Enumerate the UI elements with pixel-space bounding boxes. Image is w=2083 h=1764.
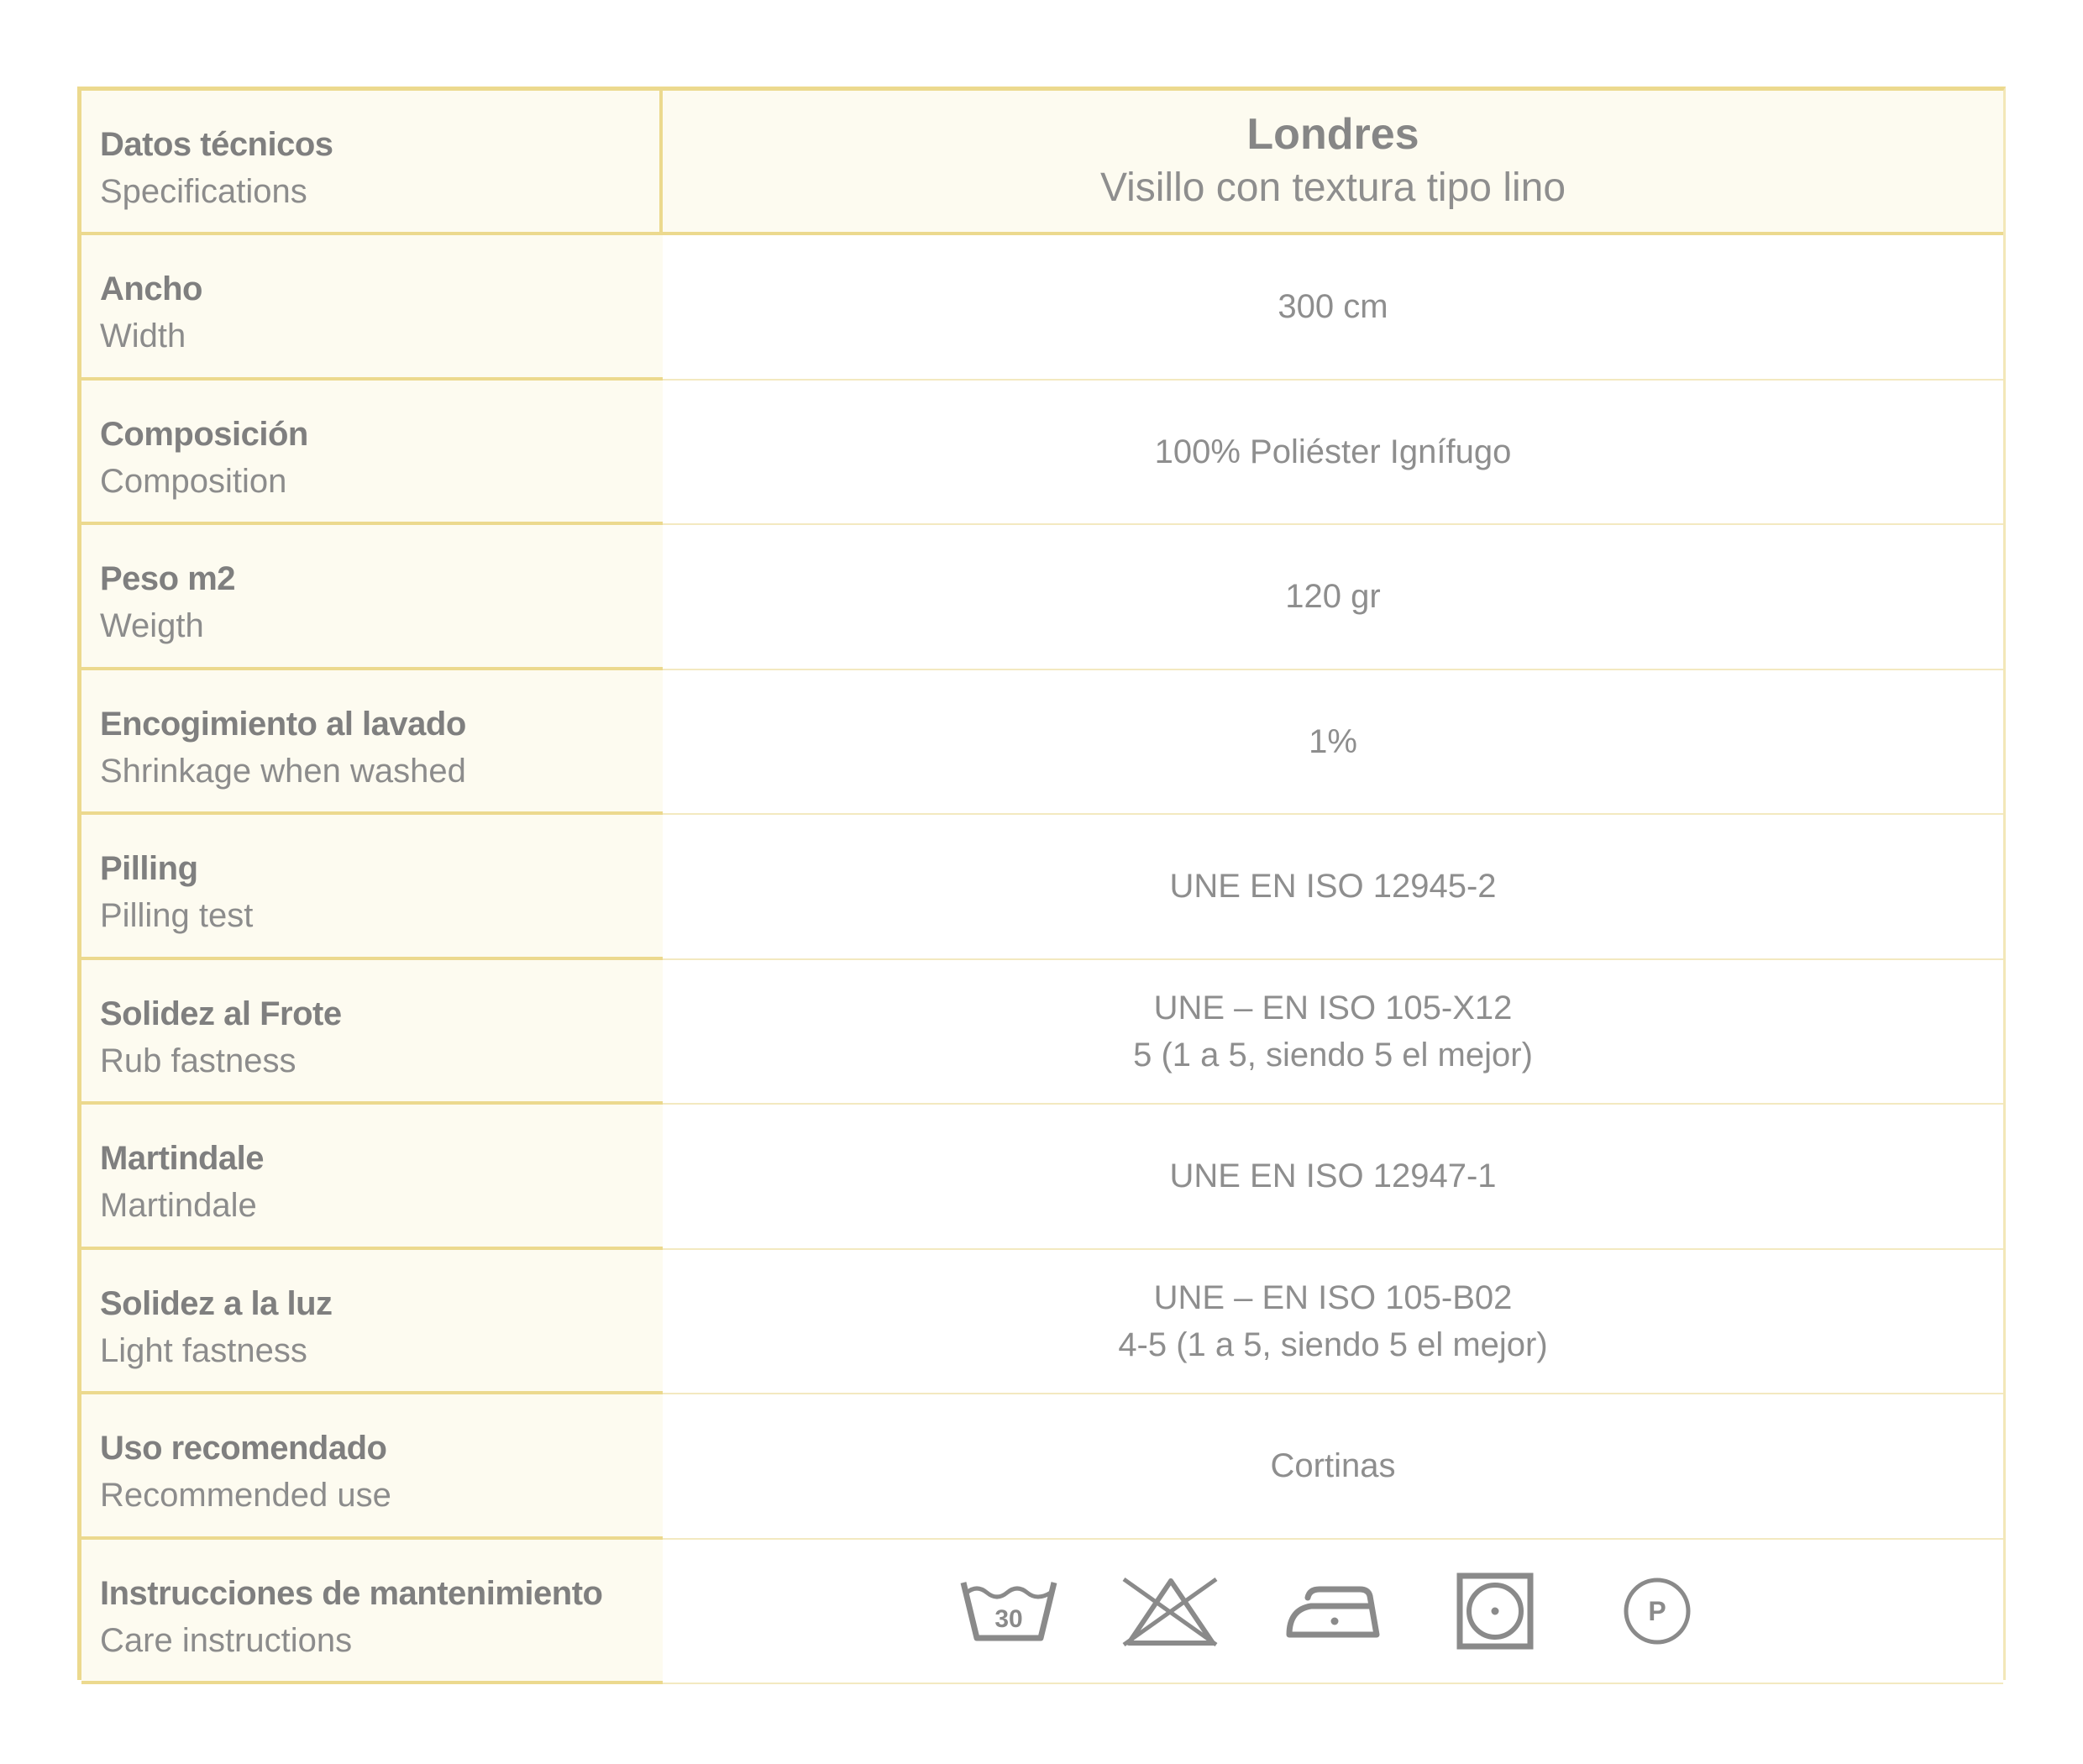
header-label-en: Specifications [100, 173, 307, 210]
row-value-cell [663, 525, 2003, 670]
row-value-line: UNE – EN ISO 105-X12 [1153, 989, 1513, 1026]
row-label-en: Weigth [100, 607, 204, 644]
row-label-en: Martindale [100, 1187, 257, 1224]
care-label-es: Instrucciones de mantenimiento [100, 1574, 603, 1612]
table-row [81, 960, 2003, 1105]
table-row [81, 670, 2003, 816]
row-label-en: Light fastness [100, 1331, 307, 1369]
row-value-line: 1% [1309, 722, 1357, 760]
row-value-cell [663, 1250, 2003, 1395]
row-label-cell [81, 525, 663, 670]
row-label-es: Martindale [100, 1140, 265, 1177]
table-row [81, 815, 2003, 960]
row-label-es: Solidez a la luz [100, 1284, 333, 1322]
dry-clean-letter: P [1648, 1595, 1666, 1626]
row-label-cell [81, 670, 663, 816]
care-label-cell [81, 1540, 663, 1685]
wash-30-icon [928, 1552, 1090, 1670]
row-label-en: Width [100, 318, 186, 354]
care-instructions-row [81, 1540, 2003, 1685]
row-value-cell [663, 670, 2003, 816]
product-subtitle: Visillo con textura tipo lino [1099, 165, 1566, 210]
table-row [81, 1105, 2003, 1250]
row-label-en: Pilling test [100, 897, 254, 934]
spec-rows [81, 235, 2003, 1540]
table-row [81, 525, 2003, 670]
row-label-cell [81, 1105, 663, 1250]
row-label-es: Uso recomendado [100, 1430, 387, 1467]
row-label-es: Solidez al Frote [100, 995, 342, 1032]
tumble-dry-low-icon [1414, 1552, 1577, 1670]
wash-temperature: 30 [994, 1604, 1023, 1633]
row-label-es: Composición [100, 415, 308, 453]
care-label-en: Care instructions [100, 1621, 353, 1659]
row-label-es: Pilling [100, 850, 198, 887]
row-value-cell [663, 815, 2003, 960]
row-value-line: 100% Poliéster Ignífugo [1154, 433, 1512, 470]
row-value-cell [663, 960, 2003, 1105]
no-bleach-icon [1090, 1552, 1252, 1670]
row-label-en: Rub fastness [100, 1042, 296, 1079]
header-label-es: Datos técnicos [100, 126, 333, 163]
specifications-table [77, 87, 2006, 1680]
care-icons-cell [663, 1540, 2003, 1685]
row-label-cell [81, 815, 663, 960]
row-value-cell [663, 381, 2003, 526]
row-value-line: 4-5 (1 a 5, siendo 5 el mejor) [1118, 1326, 1548, 1363]
row-value-cell [663, 235, 2003, 381]
row-label-cell [81, 235, 663, 381]
row-label-cell [81, 1250, 663, 1395]
row-label-es: Ancho [100, 270, 202, 307]
row-label-en: Recommended use [100, 1477, 391, 1514]
row-value-line: UNE EN ISO 12947-1 [1169, 1158, 1497, 1195]
care-icons [928, 1552, 1739, 1670]
table-row [81, 381, 2003, 526]
table-row [81, 1394, 2003, 1540]
row-value-cell [663, 1394, 2003, 1540]
header-label-cell [81, 91, 663, 235]
row-value-line: 120 gr [1285, 578, 1381, 616]
row-value-line: 5 (1 a 5, siendo 5 el mejor) [1133, 1036, 1533, 1074]
dry-clean-p-icon [1577, 1552, 1739, 1670]
header-title-cell [663, 91, 2003, 235]
table-header-row [81, 91, 2003, 235]
row-label-cell [81, 381, 663, 526]
row-label-cell [81, 960, 663, 1105]
row-label-es: Encogimiento al lavado [100, 705, 466, 743]
row-value-cell [663, 1105, 2003, 1250]
row-value-line: 300 cm [1278, 288, 1388, 326]
product-title: Londres [1246, 110, 1419, 159]
row-label-en: Shrinkage when washed [100, 752, 466, 790]
row-value-line: UNE EN ISO 12945-2 [1169, 868, 1497, 906]
table-row [81, 235, 2003, 381]
row-label-es: Peso m2 [100, 560, 236, 597]
row-value-line: UNE – EN ISO 105-B02 [1153, 1278, 1513, 1316]
row-label-cell [81, 1394, 663, 1540]
row-value-line: Cortinas [1270, 1447, 1396, 1485]
iron-low-icon [1252, 1552, 1414, 1670]
row-label-en: Composition [100, 462, 287, 500]
table-row [81, 1250, 2003, 1395]
